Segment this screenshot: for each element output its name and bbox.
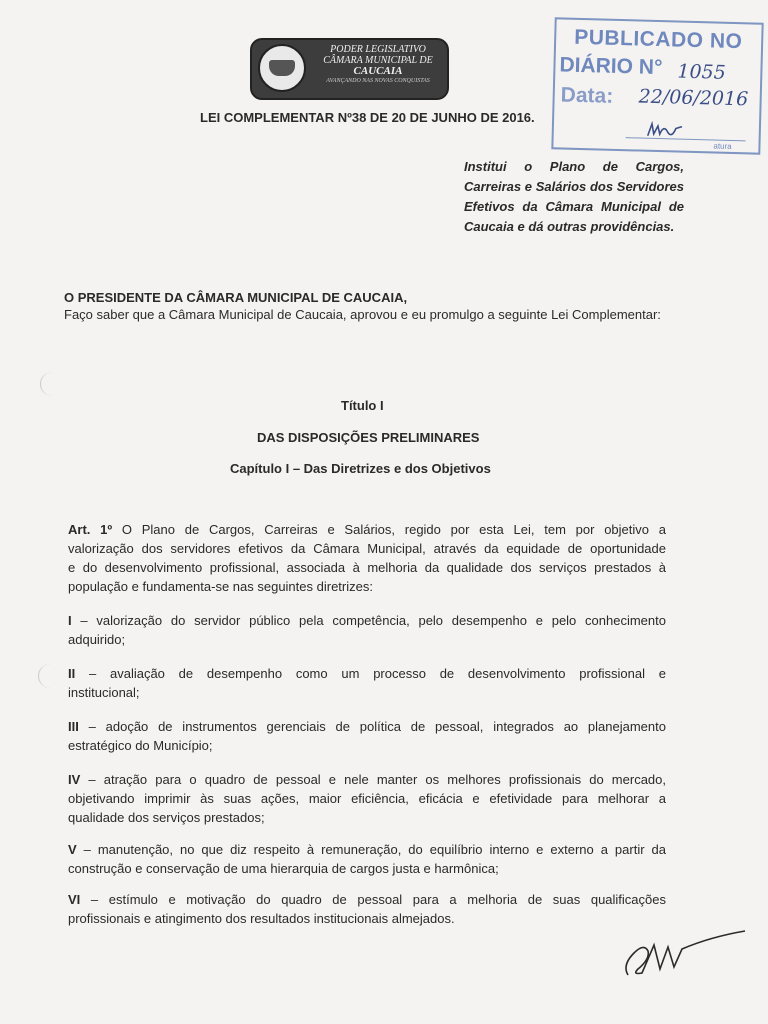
preamble-heading: O PRESIDENTE DA CÂMARA MUNICIPAL DE CAUCAIA,	[64, 290, 408, 305]
titulo-heading: Título I	[341, 398, 384, 413]
coat-of-arms-icon	[258, 44, 306, 92]
stamp-date-label: Data:	[560, 83, 614, 108]
item-line: – adoção de instrumentos gerenciais de política de pessoal, integrados ao planejamento	[78, 719, 666, 734]
item-line: institucional;	[68, 685, 140, 700]
item-line: – valorização do servidor público pela competência, pelo desempenho e pelo conhecimento	[71, 613, 666, 628]
item-line: – avaliação de desempenho como um processo de desenvolvimento profissional e	[75, 666, 666, 681]
item-number: II	[68, 666, 76, 681]
article-line: O Plano de Cargos, Carreiras e Salários, regido por esta Lei, tem por objetivo a	[112, 522, 666, 537]
ementa-line: Caucaia e dá outras providências.	[464, 219, 675, 234]
logo-line-2: CÂMARA MUNICIPAL DE	[323, 55, 433, 66]
stamp-signature-line	[626, 137, 746, 141]
item-v	[68, 840, 666, 878]
punch-hole-mark	[40, 372, 65, 396]
ementa-line: Efetivos da Câmara Municipal de	[464, 199, 684, 214]
article-label: Art. 1º	[68, 522, 113, 537]
section-heading: DAS DISPOSIÇÕES PRELIMINARES	[257, 430, 480, 445]
logo-line-3: CAUCAIA	[353, 65, 403, 77]
item-line: – manutenção, no que diz respeito à remuneração, do equilíbrio interno e externo a partir da	[76, 842, 666, 857]
stamp-date: 22/06/2016	[638, 85, 749, 111]
item-iv	[68, 770, 666, 827]
item-number: V	[68, 842, 77, 857]
ementa-line: Institui o Plano de Cargos,	[464, 159, 684, 174]
item-number: III	[68, 719, 79, 734]
article-line: população e fundamenta-se nas seguintes diretrizes:	[68, 579, 373, 594]
logo-text	[314, 44, 442, 85]
item-line: construção e conservação de uma hierarquia de cargos justa e harmônica;	[68, 861, 499, 876]
handwritten-initials-icon	[620, 925, 750, 985]
publication-stamp	[551, 17, 763, 154]
item-number: I	[68, 613, 72, 628]
article-1	[68, 520, 666, 596]
item-line: – atração para o quadro de pessoal e nele manter os melhores profissionais do mercado,	[80, 772, 666, 787]
item-line: profissionais e atingimento dos resultados institucionais almejados.	[68, 911, 455, 926]
item-ii	[68, 664, 666, 702]
item-line: objetivando imprimir às suas ações, maior eficiência, eficácia e efetividade para melhorar a	[68, 791, 666, 806]
stamp-number: 1055	[677, 60, 727, 84]
item-i	[68, 611, 666, 649]
item-number: IV	[68, 772, 81, 787]
item-iii	[68, 717, 666, 755]
chapter-heading: Capítulo I – Das Diretrizes e dos Objetivos	[230, 461, 491, 476]
camara-logo	[250, 38, 449, 100]
stamp-footer: atura	[713, 141, 732, 151]
item-line: – estímulo e motivação do quadro de pessoal para a melhoria de suas qualificações	[80, 892, 666, 907]
logo-line-1: PODER LEGISLATIVO	[330, 44, 426, 55]
item-line: adquirido;	[68, 632, 126, 647]
punch-hole-mark	[38, 664, 63, 688]
ementa	[464, 157, 684, 237]
article-line: valorização dos servidores efetivos da Câmara Municipal, através da equidade de oportunidade	[68, 541, 666, 556]
item-line: estratégico do Município;	[68, 738, 213, 753]
stamp-line-2: DIÁRIO N°	[559, 53, 663, 80]
item-number: VI	[68, 892, 81, 907]
ementa-line: Carreiras e Salários dos Servidores	[464, 179, 684, 194]
law-title: LEI COMPLEMENTAR Nº38 DE 20 DE JUNHO DE 2016.	[200, 110, 535, 125]
article-line: e do desenvolvimento profissional, associada à melhoria da qualidade dos serviços prestados à	[68, 560, 666, 575]
preamble-text: Faço saber que a Câmara Municipal de Caucaia, aprovou e eu promulgo a seguinte Lei Complementar:	[64, 307, 661, 322]
logo-line-4: AVANÇANDO NAS NOVAS CONQUISTAS	[326, 78, 430, 84]
item-line: qualidade dos serviços prestados;	[68, 810, 265, 825]
stamp-line-1: PUBLICADO NO	[573, 25, 743, 54]
item-vi	[68, 890, 666, 928]
